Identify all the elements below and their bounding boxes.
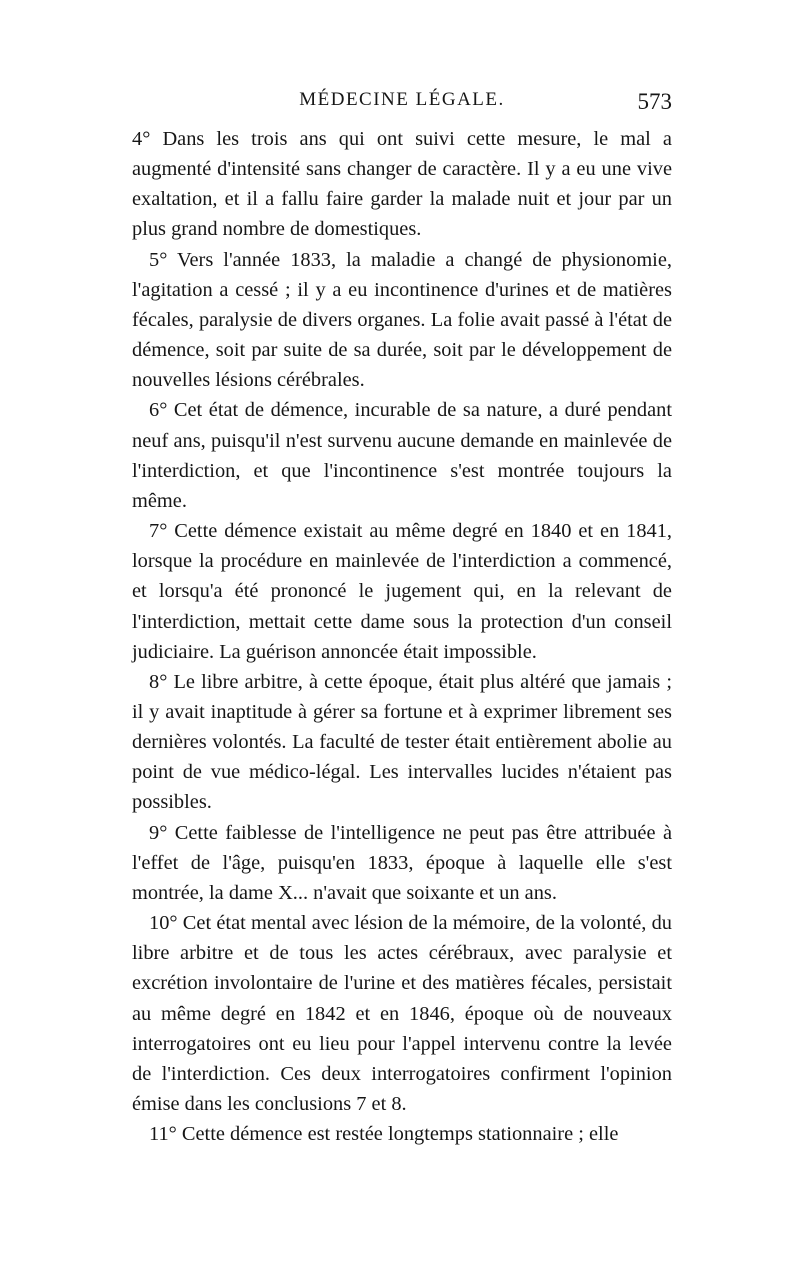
paragraph-item-5: 5° Vers l'année 1833, la maladie a changé de physionomie, l'agitation a cessé ; il y a eu incontinence d'urines et de matières fécales, paralysie de divers organes. La folie avait passé à l'état de démence, soit par suite de sa durée, soit par le développement de nouvelles lésions cérébrales. [132, 248, 672, 392]
paragraph-item-11: 11° Cette démence est restée longtemps stationnaire ; elle [149, 1123, 619, 1146]
paragraph-item-8: 8° Le libre arbitre, à cette époque, était plus altéré que jamais ; il y avait inaptitude à gérer sa fortune et à exprimer librement ses dernières volontés. La faculté de tester était entièrement abolie au point de vue médico-légal. Les intervalles lucides n'étaient pas possibles. [132, 670, 672, 814]
body-text [132, 124, 672, 1149]
page-header [132, 89, 672, 123]
paragraph-item-6: 6° Cet état de démence, incurable de sa nature, a duré pendant neuf ans, puisqu'il n'est survenu aucune demande en mainlevée de l'interdiction, et que l'incontinence s'est montrée toujours la même. [132, 399, 672, 512]
running-title: MÉDECINE LÉGALE. [299, 89, 505, 110]
paragraph-item-4: 4° Dans les trois ans qui ont suivi cette mesure, le mal a augmenté d'intensité sans changer de caractère. Il y a eu une vive exaltation, et il a fallu faire garder la malade nuit et jour par un plus grand nombre de domestiques. [132, 128, 672, 241]
page-number: 573 [637, 89, 672, 114]
paragraph-item-9: 9° Cette faiblesse de l'intelligence ne peut pas être attribuée à l'effet de l'âge, puisqu'en 1833, époque à laquelle elle s'est montrée, la dame X... n'avait que soixante et un ans. [132, 821, 672, 904]
paragraph-item-7: 7° Cette démence existait au même degré en 1840 et en 1841, lorsque la procédure en mainlevée de l'interdiction a commencé, et lorsqu'a été prononcé le jugement qui, en la relevant de l'interdiction, mettait cette dame sous la protection d'un conseil judiciaire. La guérison annoncée était impossible. [132, 520, 672, 663]
paragraph-item-10: 10° Cet état mental avec lésion de la mémoire, de la volonté, du libre arbitre et de tous les actes cérébraux, avec paralysie et excrétion involontaire de l'urine et des matières fécales, persistait au même degré en 1842 et en 1846, époque où de nouveaux interrogatoires ont eu lieu pour l'appel intervenu contre la levée de l'interdiction. Ces deux interrogatoires confirment l'opinion émise dans les conclusions 7 et 8. [132, 912, 672, 1115]
